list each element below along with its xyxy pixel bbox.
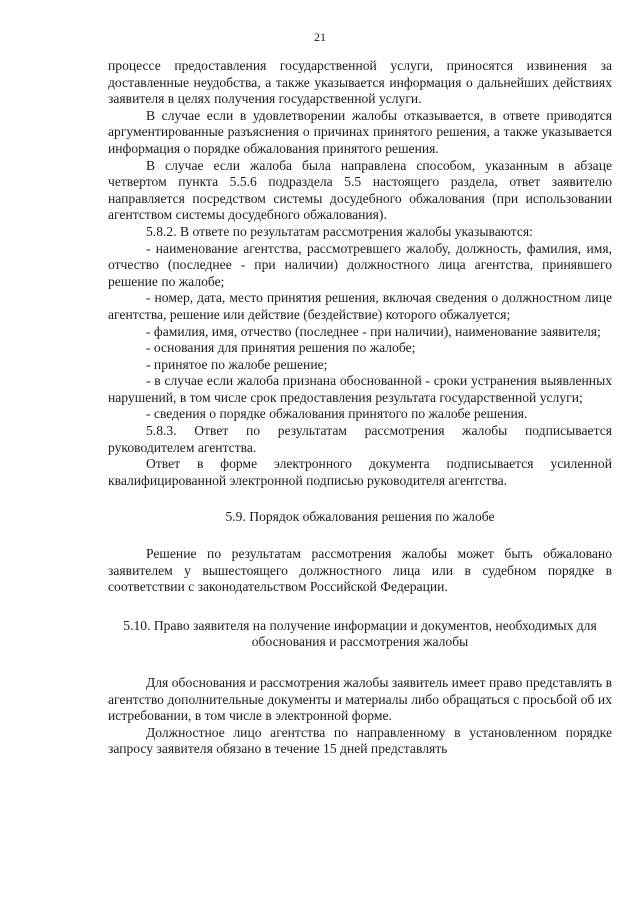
list-item: - наименование агентства, рассмотревшего жалобу, должность, фамилия, имя, отчество (последнее - при наличии) должностного лица агентства, принявшего решение по жалобе; [108,240,612,289]
document-body [108,58,612,758]
paragraph: 5.8.2. В ответе по результатам рассмотрения жалобы указываются: [146,223,533,239]
paragraph: В случае если жалоба была направлена способом, указанным в абзаце четвертом пункта 5.5.6 подраздела 5.5 настоящего раздела, ответ заявителю направляется посредством системы досудебного обжалования (при использовании агентством системы досудебного обжалования). [108,157,612,223]
list-item: - в случае если жалоба признана обоснованной - сроки устранения выявленных нарушений, в том числе срок предоставления результата государственной услуги; [108,373,612,405]
section-heading: 5.10. Право заявителя на получение информации и документов, необходимых для обоснования и рассмотрения жалобы [123,617,597,650]
paragraph: В случае если в удовлетворении жалобы отказывается, в ответе приводятся аргументированные разъяснения о причинах принятого решения, а также указывается информация о порядке обжалования принятого решения. [108,107,612,156]
list-item: - номер, дата, место принятия решения, включая сведения о должностном лице агентства, решение или действие (бездействие) которого обжалуется; [108,290,612,322]
paragraph: процессе предоставления государственной услуги, приносятся извинения за доставленные неудобства, а также указывается информация о дальнейших действиях заявителя в целях получения государственной услуги. [108,58,612,107]
list-item: - фамилия, имя, отчество (последнее - при наличии), наименование заявителя; [146,323,601,339]
paragraph: Решение по результатам рассмотрения жалобы может быть обжаловано заявителем у вышестоящего должностного лица или в судебном порядке в соответствии с законодательством Российской Федерации. [108,546,612,595]
paragraph: Должностное лицо агентства по направленному в установленном порядке запросу заявителя обязано в течение 15 дней представлять [108,724,612,757]
list-item: - основания для принятия решения по жалобе; [146,340,416,356]
paragraph: 5.8.3. Ответ по результатам рассмотрения жалобы подписывается руководителем агентства. [108,423,612,455]
list-item: - принятое по жалобе решение; [146,356,328,372]
paragraph: Для обоснования и рассмотрения жалобы заявитель имеет право представлять в агентство дополнительные документы и материалы либо обращаться с просьбой об их истребовании, в том числе в электронной форме. [108,675,612,724]
list-item: - сведения о порядке обжалования принятого по жалобе решения. [146,406,528,422]
paragraph: Ответ в форме электронного документа подписывается усиленной квалифицированной электронной подписью руководителя агентства. [108,456,612,488]
page-number: 21 [314,30,326,44]
section-heading: 5.9. Порядок обжалования решения по жалобе [225,509,495,525]
